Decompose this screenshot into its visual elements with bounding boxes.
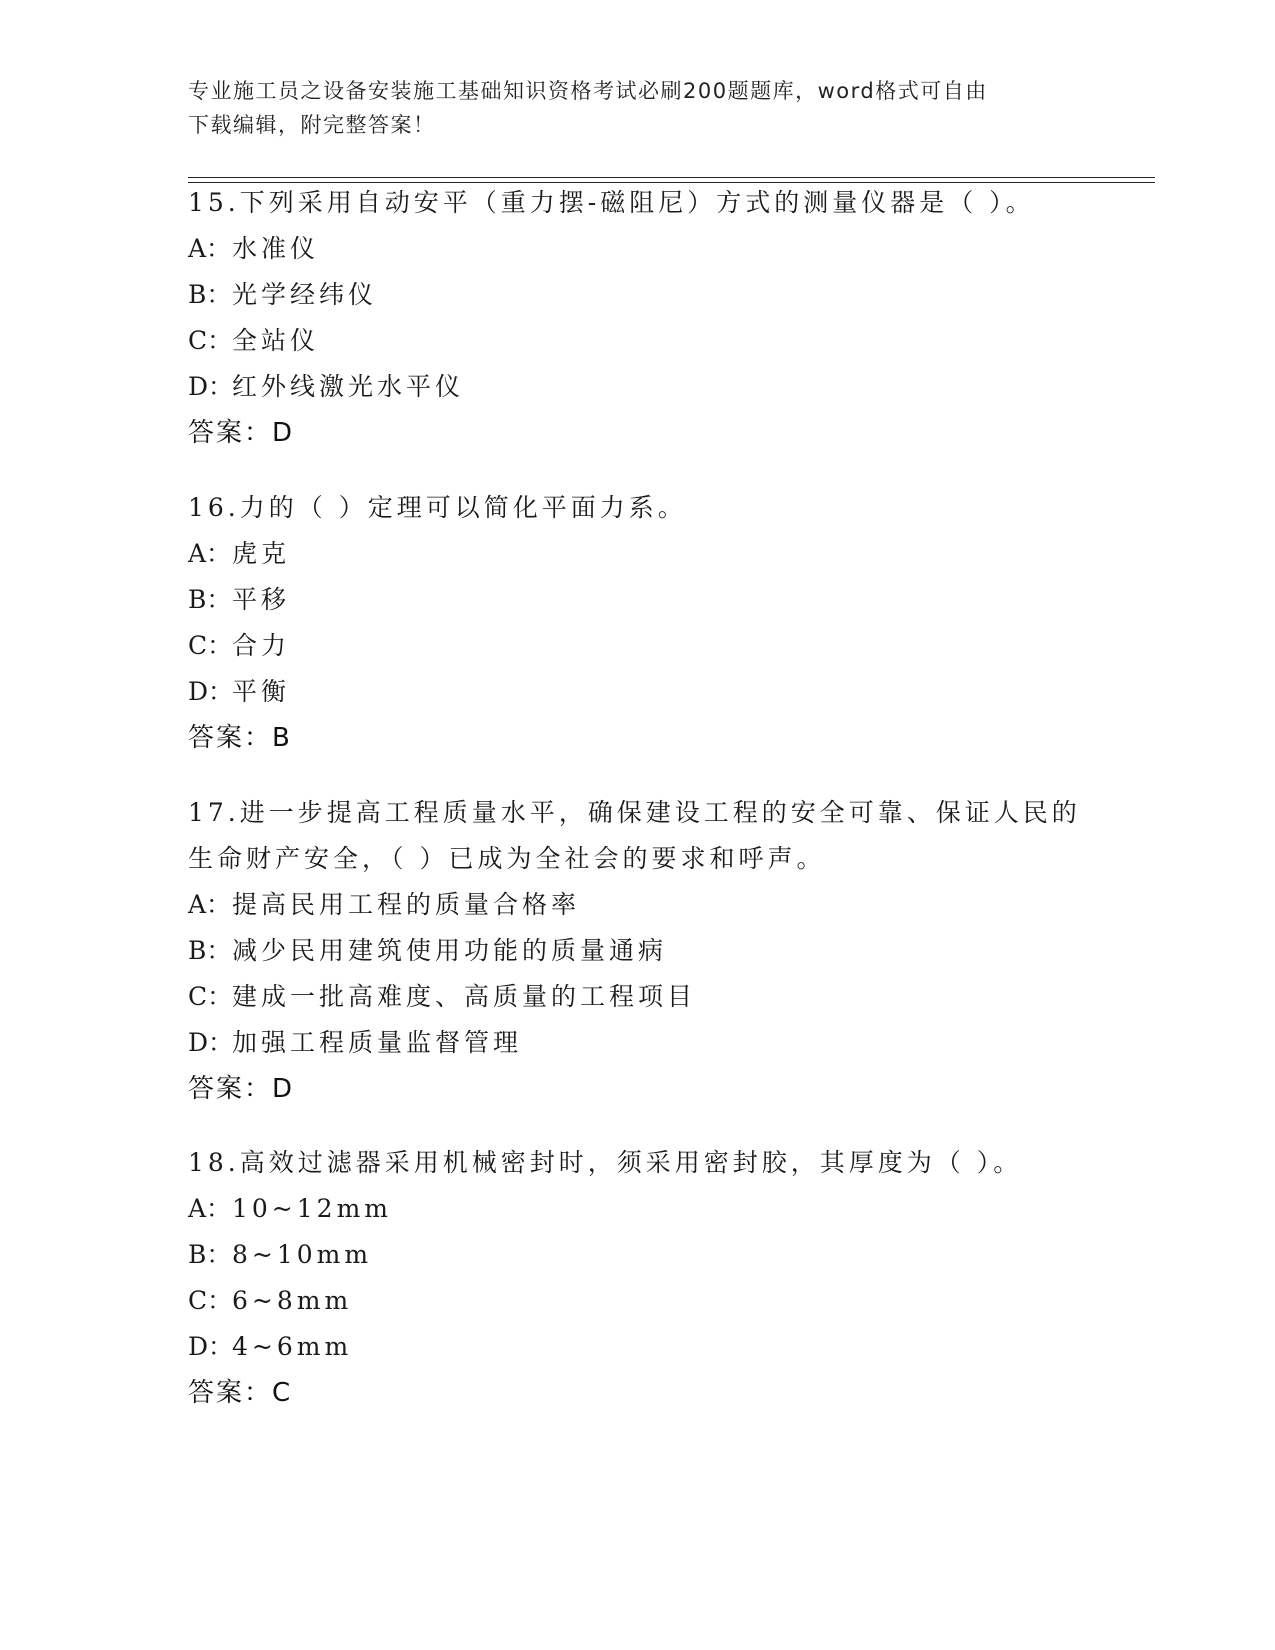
option-c xyxy=(188,318,1088,364)
question-17 xyxy=(188,790,1088,1112)
option-key: A： xyxy=(188,890,232,919)
option-c xyxy=(188,974,1088,1020)
answer-value: D xyxy=(272,418,294,448)
option-text: 建成一批高难度、高质量的工程项目 xyxy=(232,982,697,1011)
question-stem-line-1: 17.进一步提高工程质量水平，确保建设工程的安全可靠、保证人民的 xyxy=(188,798,1081,827)
option-text: 合力 xyxy=(232,631,291,660)
option-text: 提高民用工程的质量合格率 xyxy=(232,890,581,919)
answer-value: B xyxy=(272,723,291,753)
option-key: D： xyxy=(188,677,234,706)
option-key: C： xyxy=(188,326,233,355)
question-stem: 15.下列采用自动安平（重力摆-磁阻尼）方式的测量仪器是（ ）。 xyxy=(188,188,1035,217)
option-text: 4~6mm xyxy=(232,1332,353,1361)
question-18 xyxy=(188,1140,1088,1416)
option-text: 8~10mm xyxy=(232,1240,373,1269)
option-text: 10~12mm xyxy=(232,1194,392,1223)
answer-label: 答案： xyxy=(188,1074,273,1104)
answer-label: 答案： xyxy=(188,723,273,753)
option-d xyxy=(188,669,1088,715)
answer-line xyxy=(188,1370,1088,1416)
answer-line xyxy=(188,715,1088,761)
header-line-2: 下载编辑，附完整答案！ xyxy=(188,113,436,137)
option-a xyxy=(188,226,1088,272)
question-stem-line-2: 生命财产安全，（ ）已成为全社会的要求和呼声。 xyxy=(188,844,826,873)
header-line-1: 专业施工员之设备安装施工基础知识资格考试必刷200题题库，word格式可自由 xyxy=(188,79,988,103)
option-text: 平衡 xyxy=(232,677,291,706)
option-key: D： xyxy=(188,1028,234,1057)
question-16 xyxy=(188,485,1088,761)
option-key: B： xyxy=(188,585,232,614)
option-c xyxy=(188,1278,1088,1324)
option-text: 光学经纬仪 xyxy=(232,280,378,309)
option-a xyxy=(188,1186,1088,1232)
option-text: 全站仪 xyxy=(232,326,320,355)
question-15 xyxy=(188,180,1088,456)
option-d xyxy=(188,364,1088,410)
option-key: A： xyxy=(188,1194,232,1223)
option-key: D： xyxy=(188,372,234,401)
option-text: 加强工程质量监督管理 xyxy=(232,1028,523,1057)
option-key: C： xyxy=(188,982,233,1011)
option-c xyxy=(188,623,1088,669)
document-header xyxy=(188,74,1068,142)
header-divider-top xyxy=(188,177,1155,178)
answer-line xyxy=(188,1066,1088,1112)
option-b xyxy=(188,577,1088,623)
option-key: C： xyxy=(188,631,233,660)
answer-value: D xyxy=(272,1074,294,1104)
option-key: A： xyxy=(188,234,232,263)
answer-label: 答案： xyxy=(188,1378,273,1408)
option-key: A： xyxy=(188,539,232,568)
option-key: D： xyxy=(188,1332,234,1361)
option-b xyxy=(188,1232,1088,1278)
option-a xyxy=(188,531,1088,577)
question-stem: 18.高效过滤器采用机械密封时，须采用密封胶，其厚度为（ ）。 xyxy=(188,1148,1023,1177)
answer-label: 答案： xyxy=(188,418,273,448)
option-text: 水准仪 xyxy=(232,234,320,263)
option-text: 平移 xyxy=(232,585,291,614)
option-d xyxy=(188,1324,1088,1370)
option-text: 虎克 xyxy=(232,539,291,568)
option-b xyxy=(188,928,1088,974)
answer-value: C xyxy=(272,1378,292,1408)
question-stem: 16.力的（ ）定理可以简化平面力系。 xyxy=(188,493,687,522)
answer-line xyxy=(188,410,1088,456)
option-key: B： xyxy=(188,280,232,309)
option-key: B： xyxy=(188,1240,232,1269)
option-d xyxy=(188,1020,1088,1066)
option-key: B： xyxy=(188,936,232,965)
option-key: C： xyxy=(188,1286,233,1315)
option-text: 减少民用建筑使用功能的质量通病 xyxy=(232,936,668,965)
option-text: 6~8mm xyxy=(232,1286,353,1315)
option-a xyxy=(188,882,1088,928)
option-text: 红外线激光水平仪 xyxy=(232,372,465,401)
option-b xyxy=(188,272,1088,318)
